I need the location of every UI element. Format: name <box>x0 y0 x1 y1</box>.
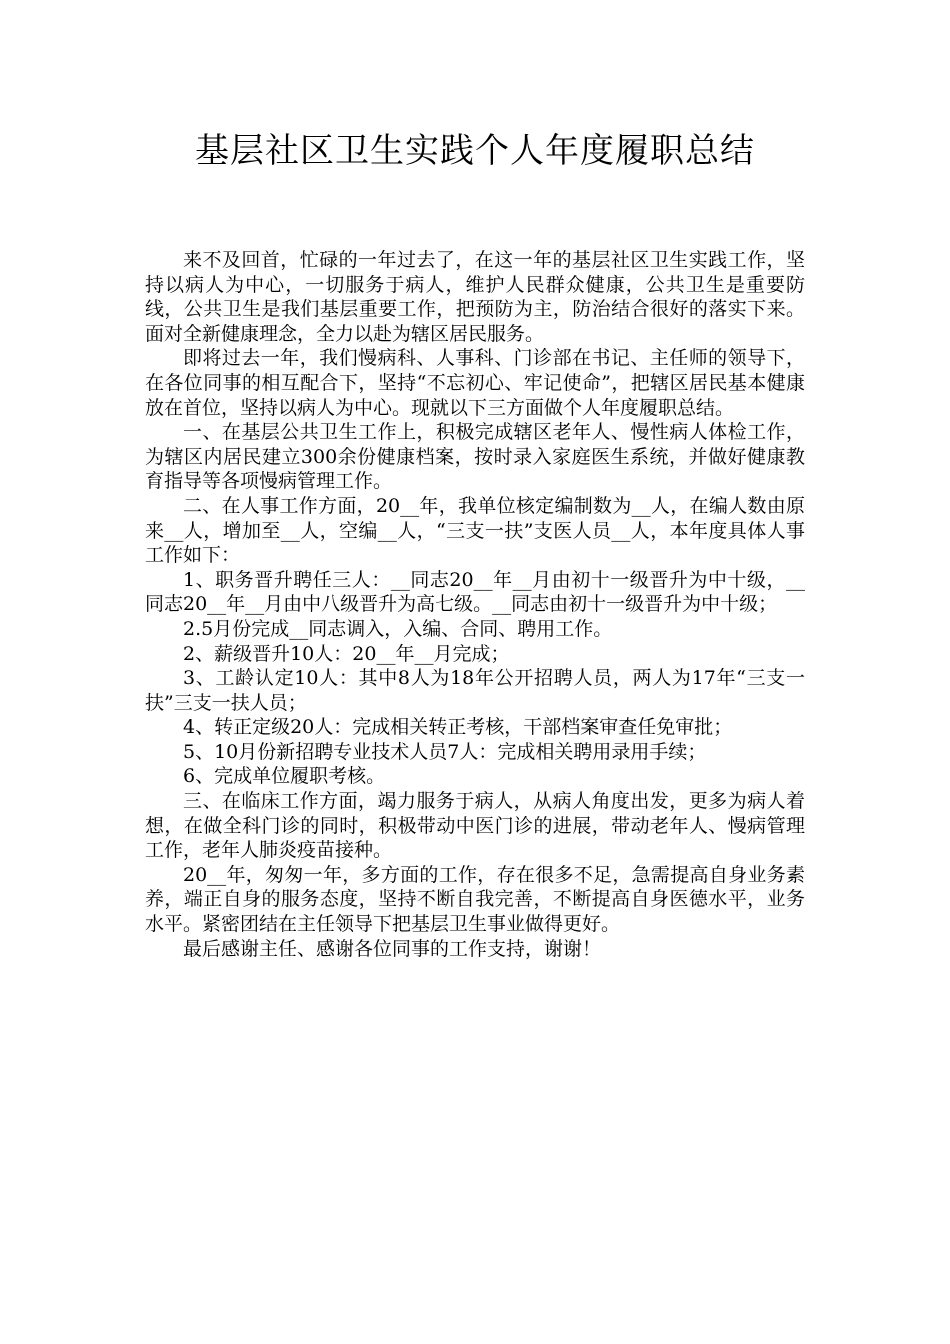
paragraph-thanks: 最后感谢主任、感谢各位同事的工作支持，谢谢！ <box>183 937 602 960</box>
paragraph-personnel: 二、在人事工作方面，20__年，我单位核定编制数为__人，在编人数由原来__人，增加至__人，空编__人，“三支一扶”支医人员__人，本年度具体人事工作如下： <box>145 494 805 567</box>
list-item-recruitment: 5、10月份新招聘专业技术人员7人：完成相关聘用录用手续； <box>183 740 707 763</box>
document-body <box>145 248 805 961</box>
list-item-seniority: 3、工龄认定10人：其中8人为18年公开招聘人员，两人为17年“三支一扶”三支一扶人员； <box>145 667 805 714</box>
list-item-assessment: 6、完成单位履职考核。 <box>183 765 386 788</box>
list-item-promotion: 1、职务晋升聘任三人：__同志20__年__月由初十一级晋升为中十级，__同志20__年__月由中八级晋升为高七级。__同志由初十一级晋升为中十级； <box>145 568 805 616</box>
list-item-regularization: 4、转正定级20人：完成相关转正考核，干部档案审查任免审批； <box>183 716 733 739</box>
paragraph-clinical: 三、在临床工作方面，竭力服务于病人，从病人角度出发，更多为病人着想，在做全科门诊的同时，积极带动中医门诊的进展，带动老年人、慢病管理工作，老年人肺炎疫苗接种。 <box>145 790 805 862</box>
paragraph-intro: 来不及回首，忙碌的一年过去了，在这一年的基层社区卫生实践工作，坚持以病人为中心，一切服务于病人，维护人民群众健康，公共卫生是重要防线，公共卫生是我们基层重要工作，把预防为主，防治结合很好的落实下来。面对全新健康理念，全力以赴为辖区居民服务。 <box>145 249 805 345</box>
paragraph-public-health: 一、在基层公共卫生工作上，积极完成辖区老年人、慢性病人体检工作，为辖区内居民建立300余份健康档案，按时录入家庭医生系统，并做好健康教育指导等各项慢病管理工作。 <box>145 421 805 493</box>
paragraph-reflection: 20__年，匆匆一年，多方面的工作，存在很多不足，急需提高自身业务素养，端正自身的服务态度，坚持不断自我完善，不断提高自身医德水平，业务水平。紧密团结在主任领导下把基层卫生事业做得更好。 <box>145 863 805 936</box>
list-item-transfer: 2.5月份完成__同志调入，入编、合同、聘用工作。 <box>183 617 613 640</box>
paragraph-overview: 即将过去一年，我们慢病科、人事科、门诊部在书记、主任师的领导下，在各位同事的相互配合下，坚持“不忘初心、牢记使命”，把辖区居民基本健康放在首位，坚持以病人为中心。现就以下三方面做个人年度履职总结。 <box>145 347 805 419</box>
document-title: 基层社区卫生实践个人年度履职总结 <box>195 131 755 171</box>
list-item-salary: 2、薪级晋升10人：20__年__月完成； <box>183 642 510 665</box>
